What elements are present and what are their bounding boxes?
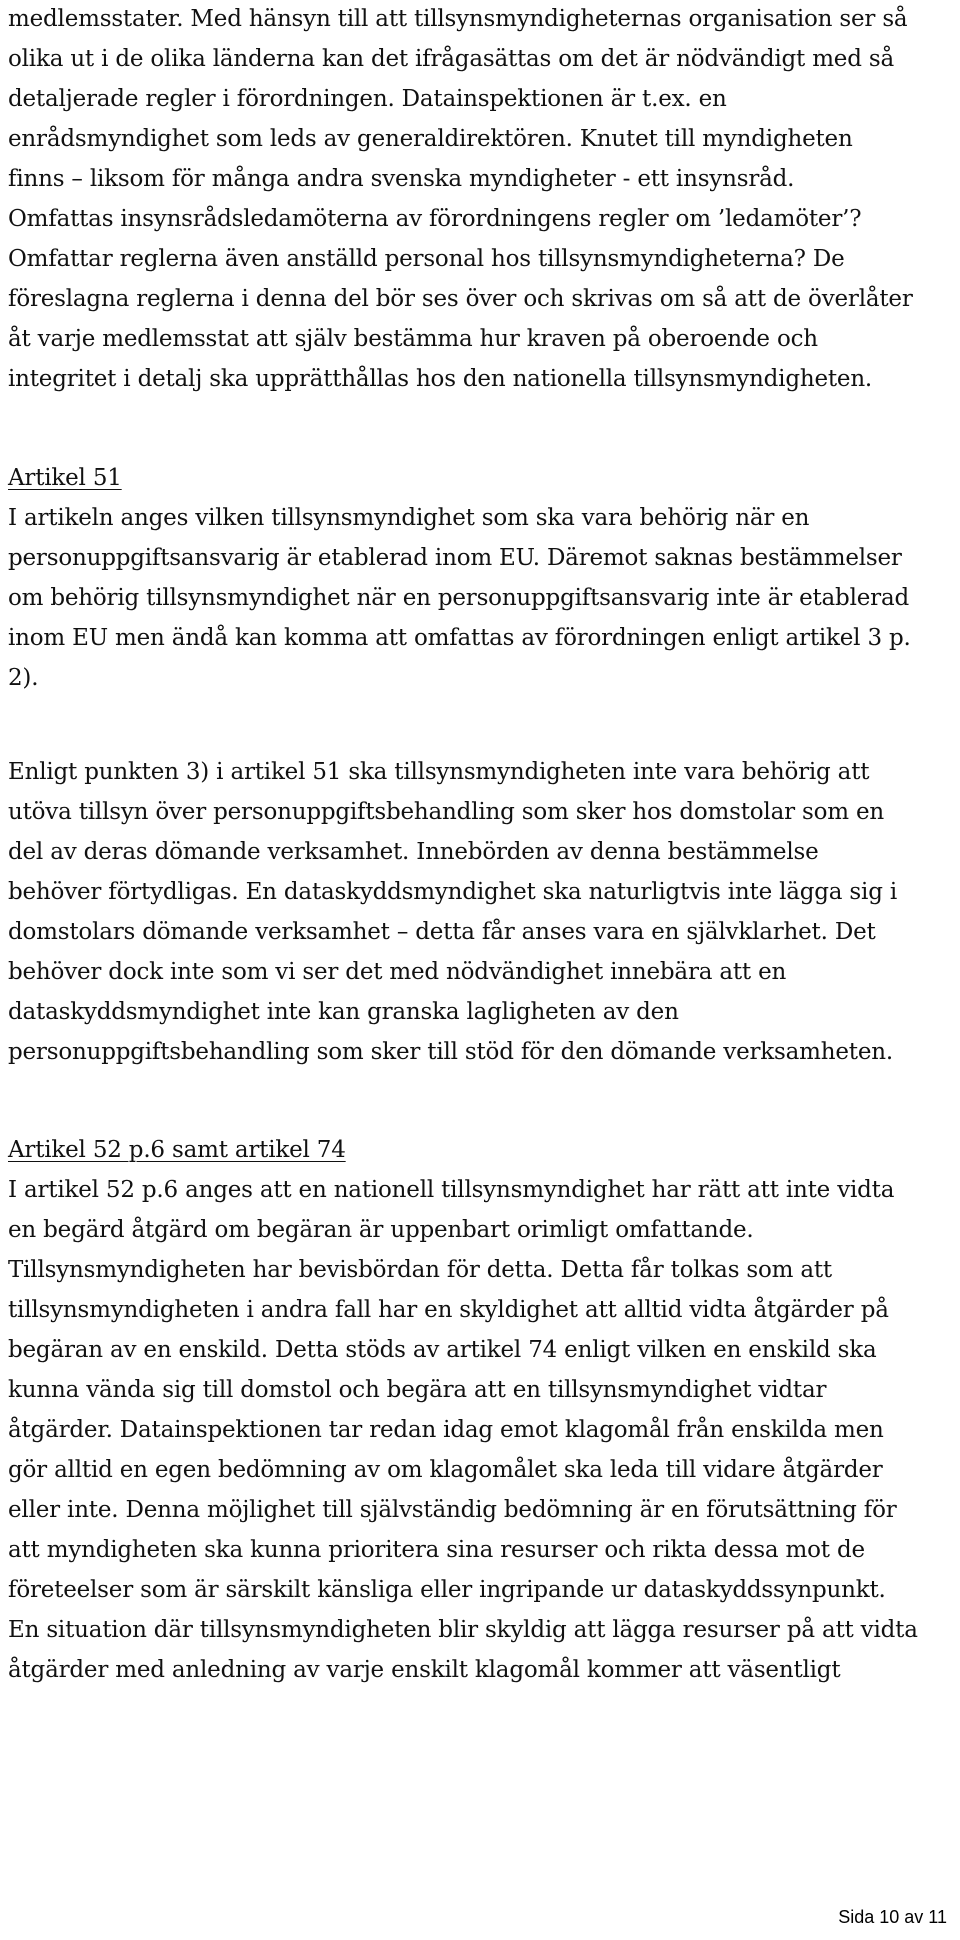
text-line: Omfattas insynsrådsledamöterna av förordningens regler om ’ledamöter’? <box>8 206 862 232</box>
text-line: utöva tillsyn över personuppgiftsbehandling som sker hos domstolar som en <box>8 799 884 825</box>
section-heading: Artikel 52 p.6 samt artikel 74 <box>8 1137 346 1163</box>
text-line: inom EU men ändå kan komma att omfattas av förordningen enligt artikel 3 p. <box>8 625 911 651</box>
paragraph-artikel-51-punkt-3 <box>8 752 897 1072</box>
text-line: föreslagna reglerna i denna del bör ses över och skrivas om så att de överlåter <box>8 286 913 312</box>
text-line: I artikeln anges vilken tillsynsmyndighet som ska vara behörig när en <box>8 505 810 531</box>
text-line: begäran av en enskild. Detta stöds av artikel 74 enligt vilken en enskild ska <box>8 1337 877 1363</box>
section-heading: Artikel 51 <box>8 465 122 491</box>
text-line: medlemsstater. Med hänsyn till att tillsynsmyndigheternas organisation ser så <box>8 6 908 32</box>
text-line: detaljerade regler i förordningen. Datainspektionen är t.ex. en <box>8 86 727 112</box>
text-line: tillsynsmyndigheten i andra fall har en skyldighet att alltid vidta åtgärder på <box>8 1297 889 1323</box>
paragraph-intro <box>8 0 913 399</box>
text-line: om behörig tillsynsmyndighet när en personuppgiftsansvarig inte är etablerad <box>8 585 909 611</box>
page-number: Sida 10 av 11 <box>838 1907 947 1927</box>
text-line: åtgärder. Datainspektionen tar redan idag emot klagomål från enskilda men <box>8 1417 884 1443</box>
text-line: enrådsmyndighet som leds av generaldirektören. Knutet till myndigheten <box>8 126 853 152</box>
text-line: gör alltid en egen bedömning av om klagomålet ska leda till vidare åtgärder <box>8 1457 883 1483</box>
text-line: eller inte. Denna möjlighet till självständig bedömning är en förutsättning för <box>8 1497 897 1523</box>
text-line: en begärd åtgärd om begäran är uppenbart orimligt omfattande. <box>8 1217 754 1243</box>
text-line: dataskyddsmyndighet inte kan granska lagligheten av den <box>8 999 679 1025</box>
text-line: åt varje medlemsstat att själv bestämma hur kraven på oberoende och <box>8 326 818 352</box>
text-line: del av deras dömande verksamhet. Innebörden av denna bestämmelse <box>8 839 819 865</box>
text-line: Omfattar reglerna även anställd personal hos tillsynsmyndigheterna? De <box>8 246 845 272</box>
text-line: integritet i detalj ska upprätthållas hos den nationella tillsynsmyndigheten. <box>8 366 873 392</box>
text-line: behöver dock inte som vi ser det med nödvändighet innebära att en <box>8 959 787 985</box>
text-line: olika ut i de olika länderna kan det ifrågasättas om det är nödvändigt med så <box>8 46 894 72</box>
text-line: behöver förtydligas. En dataskyddsmyndighet ska naturligtvis inte lägga sig i <box>8 879 897 905</box>
text-line: I artikel 52 p.6 anges att en nationell tillsynsmyndighet har rätt att inte vidta <box>8 1177 895 1203</box>
text-line: kunna vända sig till domstol och begära att en tillsynsmyndighet vidtar <box>8 1377 827 1403</box>
text-line: att myndigheten ska kunna prioritera sina resurser och rikta dessa mot de <box>8 1537 865 1563</box>
text-line: 2). <box>8 665 39 691</box>
text-line: åtgärder med anledning av varje enskilt klagomål kommer att väsentligt <box>8 1657 841 1683</box>
section-artikel-51 <box>8 458 911 698</box>
text-line: personuppgiftsbehandling som sker till stöd för den dömande verksamheten. <box>8 1039 893 1065</box>
text-line: domstolars dömande verksamhet – detta får anses vara en självklarhet. Det <box>8 919 876 945</box>
text-line: finns – liksom för många andra svenska myndigheter - ett insynsråd. <box>8 166 795 192</box>
text-line: Enligt punkten 3) i artikel 51 ska tillsynsmyndigheten inte vara behörig att <box>8 759 870 785</box>
text-line: Tillsynsmyndigheten har bevisbördan för detta. Detta får tolkas som att <box>8 1257 832 1283</box>
text-line: företeelser som är särskilt känsliga eller ingripande ur dataskyddssynpunkt. <box>8 1577 886 1603</box>
text-line: En situation där tillsynsmyndigheten blir skyldig att lägga resurser på att vidta <box>8 1617 918 1643</box>
text-line: personuppgiftsansvarig är etablerad inom EU. Däremot saknas bestämmelser <box>8 545 902 571</box>
section-artikel-52-74 <box>8 1130 918 1690</box>
